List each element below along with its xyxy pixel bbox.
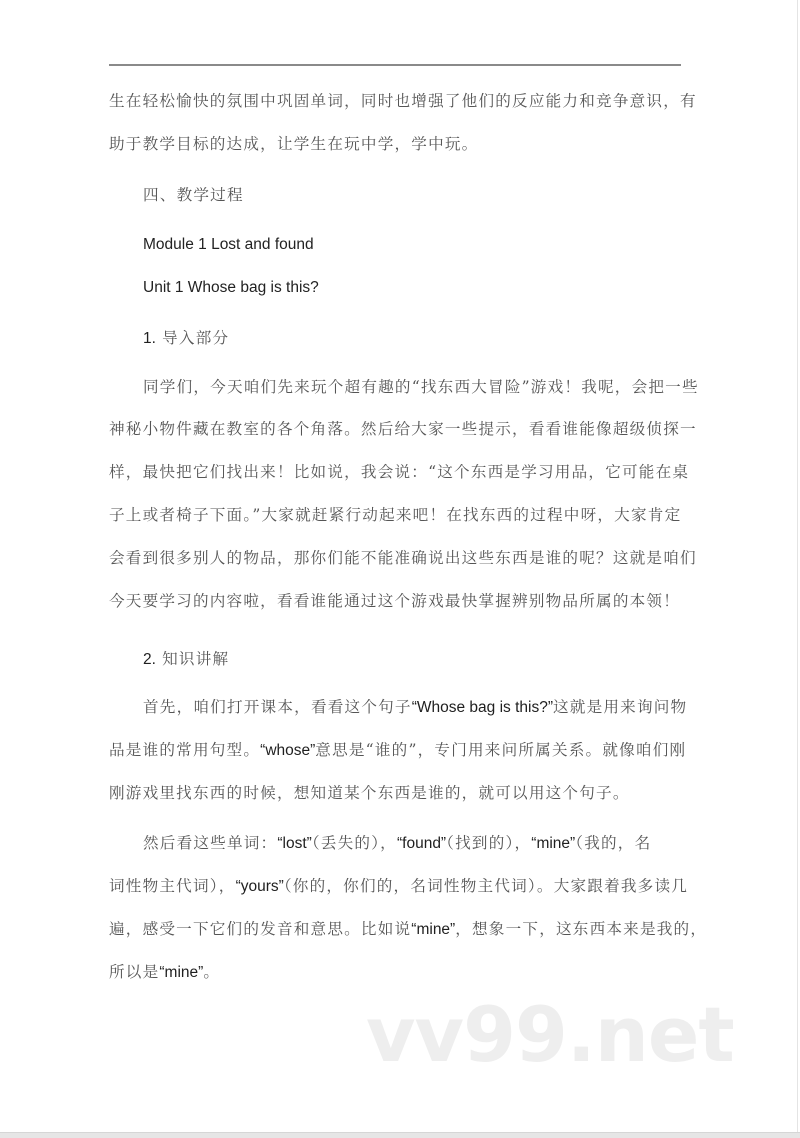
- unit-title: Unit 1 Whose bag is this?: [143, 279, 319, 296]
- text-run: 遍，感受一下它们的发音和意思。比如说: [109, 920, 412, 938]
- text-run: 首先，咱们打开课本，看看这个句子: [143, 698, 412, 716]
- english-word: “mine”: [531, 835, 576, 852]
- text-run: （你的，你们的，名词性物主代词）。大家跟着我多读几: [283, 877, 689, 895]
- module-title: Module 1 Lost and found: [143, 236, 314, 253]
- paragraph-line: 助于教学目标的达成，让学生在玩中学，学中玩。: [109, 135, 479, 153]
- english-word: “lost”: [277, 835, 312, 852]
- text-run: （我的，名: [575, 834, 652, 852]
- text-run: 意思是“谁的”，专门用来问所属关系。就像咱们刚: [315, 741, 687, 759]
- text-run: 。: [203, 963, 221, 981]
- paragraph-line: 刚游戏里找东西的时候，想知道某个东西是谁的，就可以用这个句子。: [109, 784, 630, 802]
- part1-heading-text: 导入部分: [162, 329, 230, 347]
- english-word: “yours”: [235, 878, 284, 895]
- part1-heading: [143, 328, 718, 349]
- english-word: “whose”: [260, 742, 316, 759]
- paragraph-line: 会看到很多别人的物品，那你们能不能准确说出这些东西是谁的呢？这就是咱们: [109, 549, 697, 567]
- text-run: （找到的），: [446, 834, 532, 852]
- paragraph-line: [109, 876, 689, 897]
- part2-heading-text: 知识讲解: [162, 650, 230, 668]
- paragraph-line: [109, 919, 708, 940]
- header-rule: [109, 64, 681, 66]
- page-bottom-edge: [0, 1132, 800, 1138]
- paragraph-line: 生在轻松愉快的氛围中巩固单词，同时也增强了他们的反应能力和竞争意识，有: [109, 92, 697, 110]
- paragraph-line: [143, 833, 718, 854]
- english-phrase: “Whose bag is this?”: [411, 699, 553, 716]
- part2-heading: [143, 649, 718, 670]
- paragraph-line: 子上或者椅子下面。”大家就赶紧行动起来吧！在找东西的过程中呀，大家肯定: [109, 506, 682, 524]
- text-run: 词性物主代词），: [109, 877, 236, 895]
- paragraph-line: [109, 962, 684, 983]
- paragraph-line: [143, 697, 718, 718]
- part2-heading-number: 2.: [143, 651, 156, 668]
- paragraph-line: 样，最快把它们找出来！比如说，我会说：“这个东西是学习用品，它可能在桌: [109, 463, 690, 481]
- text-run: 所以是: [109, 963, 160, 981]
- paragraph-line: 同学们，今天咱们先来玩个超有趣的“找东西大冒险”游戏！我呢，会把一些: [143, 378, 699, 396]
- paragraph-line: 神秘小物件藏在教室的各个角落。然后给大家一些提示，看看谁能像超级侦探一: [109, 420, 697, 438]
- text-run: ，想象一下，这东西本来是我的，: [455, 920, 708, 938]
- english-word: “mine”: [159, 964, 204, 981]
- english-word: “mine”: [411, 921, 456, 938]
- watermark-text: vv99.net: [366, 990, 734, 1079]
- paragraph-line: 今天要学习的内容啦，看看谁能通过这个游戏最快掌握辨别物品所属的本领！: [109, 592, 680, 610]
- part1-heading-number: 1.: [143, 330, 156, 347]
- text-run: 然后看这些单词：: [143, 834, 278, 852]
- text-run: （丢失的），: [311, 834, 397, 852]
- english-word: “found”: [396, 835, 447, 852]
- text-run: 品是谁的常用句型。: [109, 741, 261, 759]
- paragraph-line: [109, 740, 687, 761]
- section-heading: 四、教学过程: [143, 186, 244, 204]
- text-run: 这就是用来询问物: [552, 698, 688, 716]
